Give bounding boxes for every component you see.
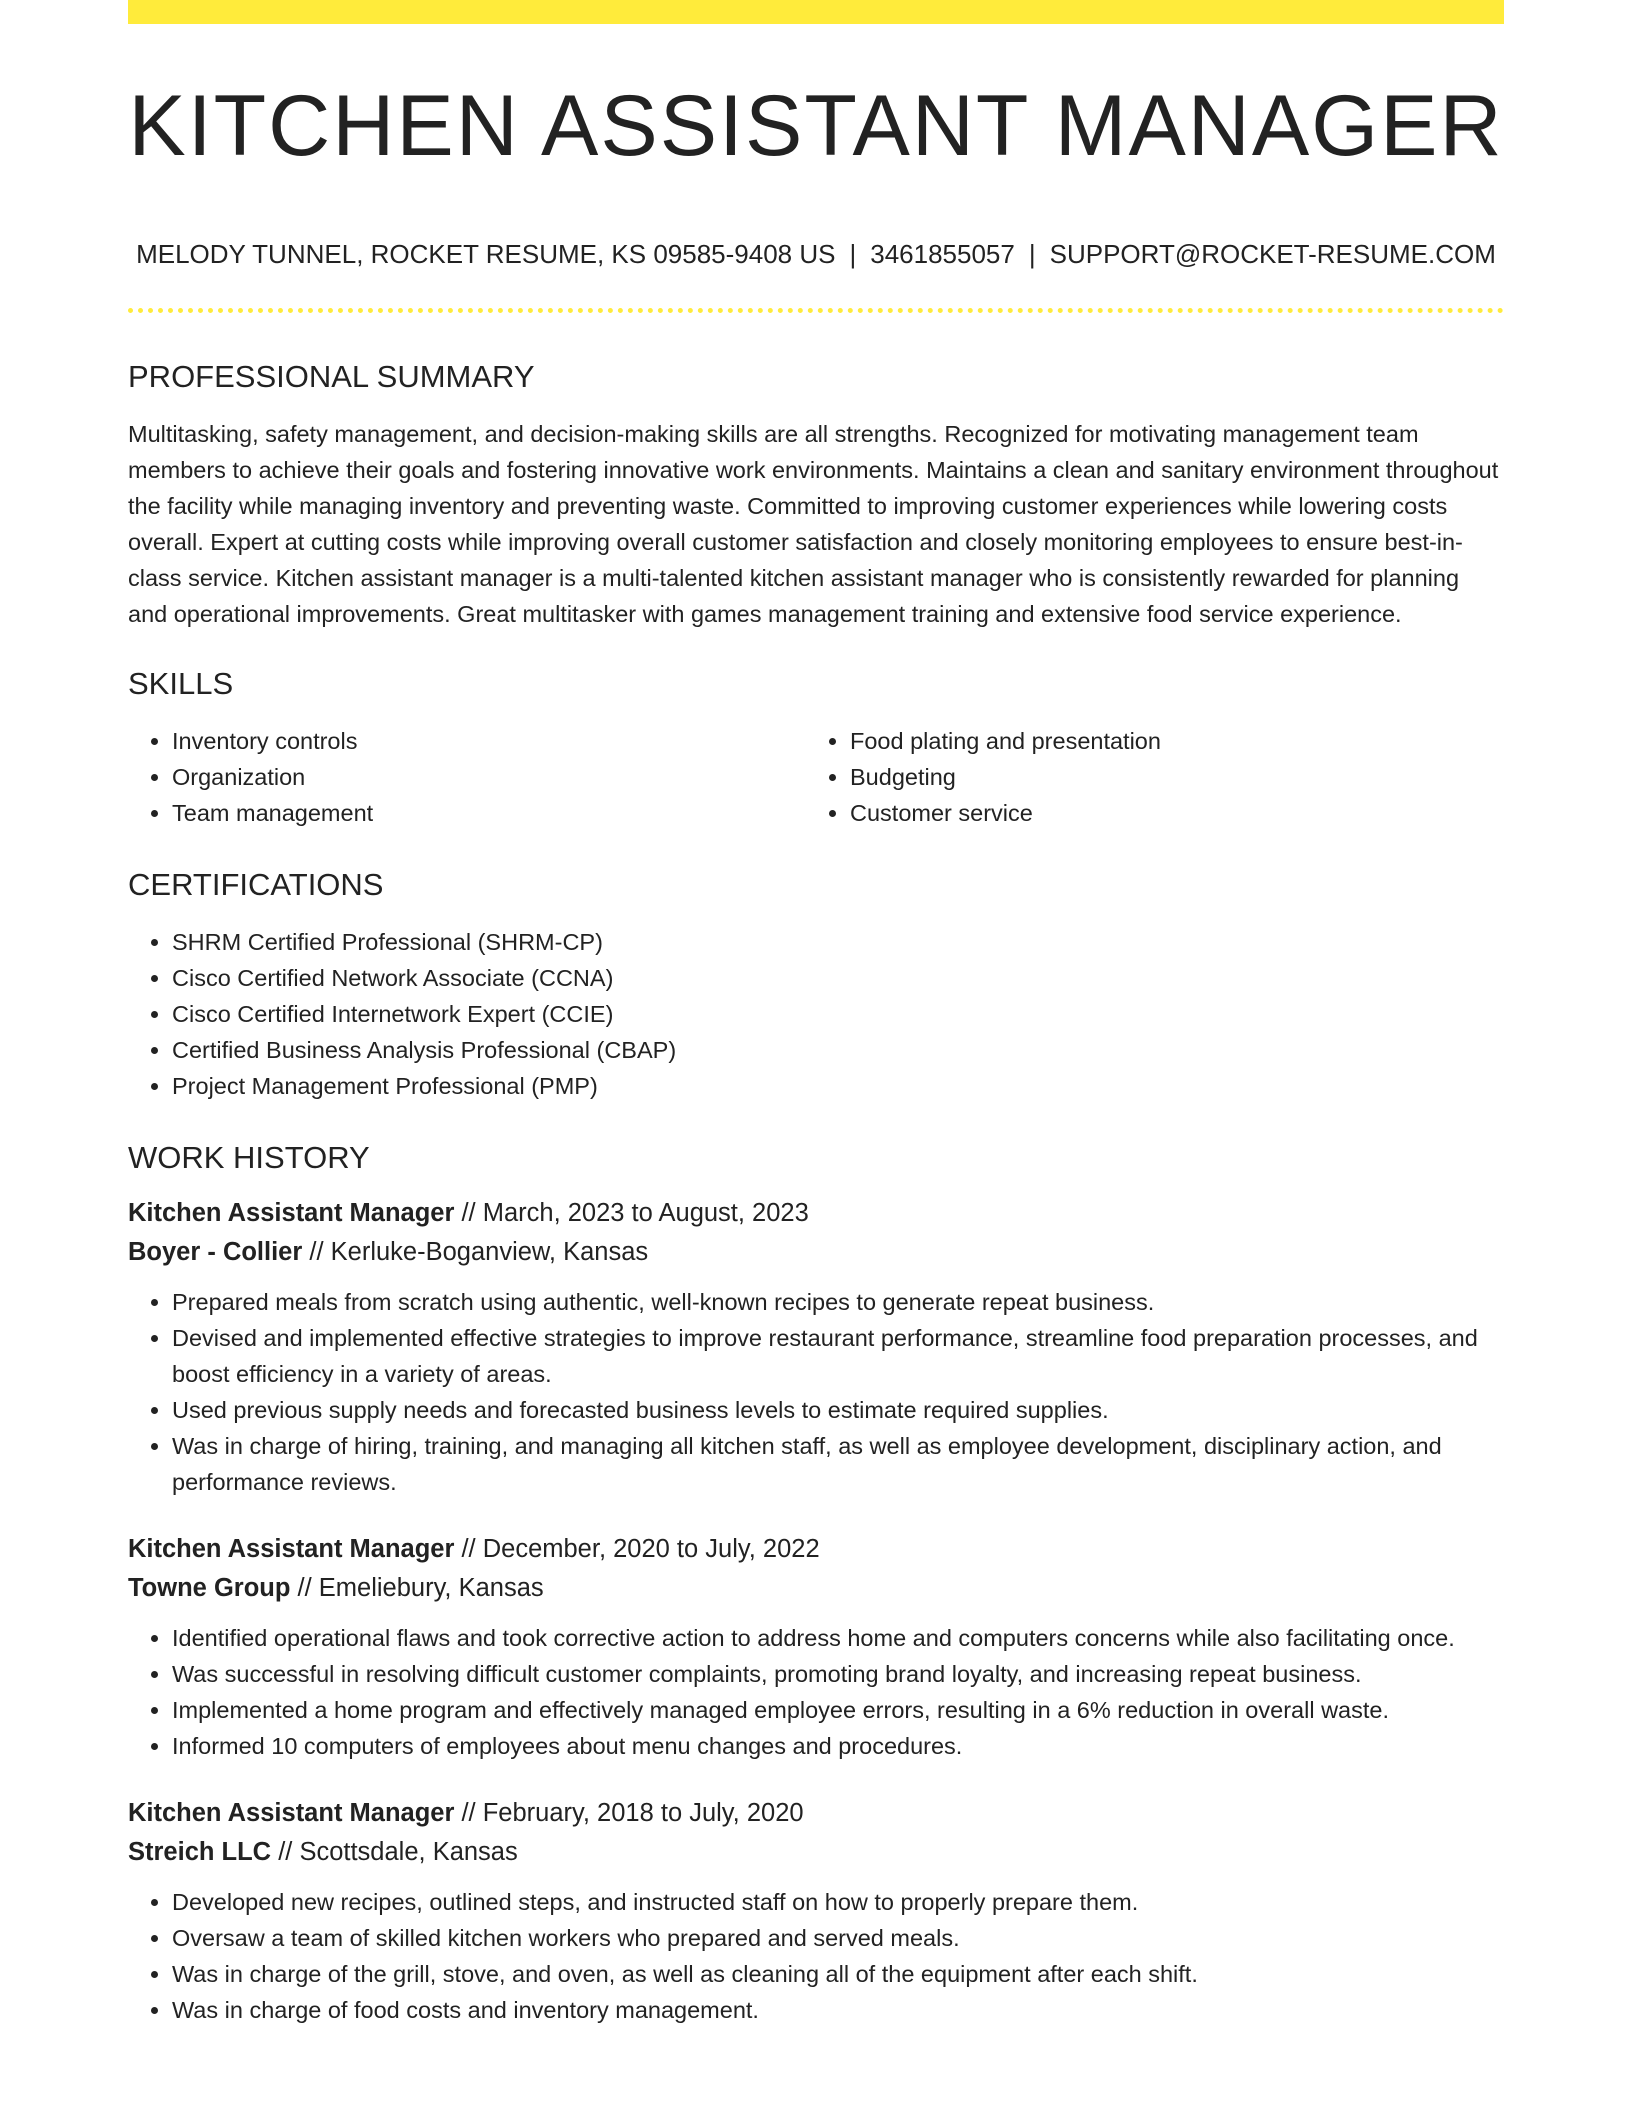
certification-item: • SHRM Certified Professional (SHRM-CP)	[172, 924, 1504, 960]
job-location: // Emeliebury, Kansas	[290, 1574, 544, 1602]
contact-email: SUPPORT@ROCKET-RESUME.COM	[1049, 239, 1496, 269]
job-dates: // February, 2018 to July, 2020	[454, 1799, 804, 1827]
job-bullet: • Was successful in resolving difficult customer complaints, promoting brand loyalty, and increasing repeat business.	[172, 1656, 1504, 1692]
contact-line	[128, 241, 1504, 267]
job-bullet: • Implemented a home program and effectively managed employee errors, resulting in a 6% reduction in overall waste.	[172, 1692, 1504, 1728]
job-dates: // March, 2023 to August, 2023	[454, 1199, 809, 1227]
job-dates: // December, 2020 to July, 2022	[454, 1535, 820, 1563]
job-role: Kitchen Assistant Manager	[128, 1535, 455, 1563]
job-location: // Kerluke-Boganview, Kansas	[302, 1238, 649, 1266]
skill-item: • Organization	[172, 759, 806, 795]
job-bullet: • Was in charge of the grill, stove, and oven, as well as cleaning all of the equipment after each shift.	[172, 1956, 1504, 1992]
job-bullet: • Devised and implemented effective strategies to improve restaurant performance, streamline food preparation processes, and boost efficiency in a variety of areas.	[172, 1320, 1504, 1392]
skills-list-right	[806, 723, 1484, 831]
top-accent-bar	[128, 0, 1504, 24]
skills-column-left	[128, 723, 806, 831]
skill-item: • Team management	[172, 795, 806, 831]
contact-address: MELODY TUNNEL, ROCKET RESUME, KS 09585-9408 US	[136, 239, 836, 269]
job-bullet: • Informed 10 computers of employees about menu changes and procedures.	[172, 1728, 1504, 1764]
skill-item: • Budgeting	[850, 759, 1484, 795]
job-bullets	[128, 1284, 1504, 1500]
job-bullet: • Oversaw a team of skilled kitchen workers who prepared and served meals.	[172, 1920, 1504, 1956]
job-bullet: • Identified operational flaws and took corrective action to address home and computers concerns while also facilitating once.	[172, 1620, 1504, 1656]
job-bullet: • Developed new recipes, outlined steps, and instructed staff on how to properly prepare them.	[172, 1884, 1504, 1920]
certifications-list	[128, 924, 1504, 1104]
summary-text: Multitasking, safety management, and decision-making skills are all strengths. Recognized for motivating management team members to achieve their goals and fostering innovative work environments. Maintains a clean and sanitary environment throughout the facility while managing inventory and preventing waste. Committed to improving customer experiences while lowering costs overall. Expert at cutting costs while improving overall customer satisfaction and closely monitoring employees to ensure best-in-class service. Kitchen assistant manager is a multi-talented kitchen assistant manager who is consistently rewarded for planning and operational improvements. Great multitasker with games management training and extensive food service experience.	[128, 421, 1499, 627]
skill-item: • Food plating and presentation	[850, 723, 1484, 759]
job-bullets	[128, 1620, 1504, 1764]
job-bullet: • Was in charge of hiring, training, and managing all kitchen staff, as well as employee development, disciplinary action, and performance reviews.	[172, 1428, 1504, 1500]
job-bullet: • Prepared meals from scratch using authentic, well-known recipes to generate repeat business.	[172, 1284, 1504, 1320]
contact-separator: |	[849, 239, 857, 269]
job-role: Kitchen Assistant Manager	[128, 1199, 455, 1227]
job-role: Kitchen Assistant Manager	[128, 1799, 455, 1827]
certification-item: • Cisco Certified Network Associate (CCNA)	[172, 960, 1504, 996]
job-company: Streich LLC	[128, 1838, 272, 1866]
certification-item: • Cisco Certified Internetwork Expert (CCIE)	[172, 996, 1504, 1032]
skill-item: • Inventory controls	[172, 723, 806, 759]
certification-item: • Project Management Professional (PMP)	[172, 1068, 1504, 1104]
job-location: // Scottsdale, Kansas	[271, 1838, 518, 1866]
job-title-line	[128, 1530, 1504, 1569]
job-bullets	[128, 1884, 1504, 2028]
job-title-line	[128, 1794, 1504, 1833]
job-bullet: • Used previous supply needs and forecasted business levels to estimate required supplies.	[172, 1392, 1504, 1428]
job-title-line	[128, 1194, 1504, 1233]
work-history-heading: WORK HISTORY	[128, 1140, 370, 1175]
job-company-line	[128, 1569, 1504, 1608]
skill-item: • Customer service	[850, 795, 1484, 831]
certification-item: • Certified Business Analysis Professional (CBAP)	[172, 1032, 1504, 1068]
job-company: Boyer - Collier	[128, 1238, 303, 1266]
certifications-heading: CERTIFICATIONS	[128, 867, 384, 902]
job-company-line	[128, 1233, 1504, 1272]
contact-separator: |	[1028, 239, 1036, 269]
skills-heading: SKILLS	[128, 666, 234, 701]
job-company: Towne Group	[128, 1574, 291, 1602]
skills-column-right	[806, 723, 1484, 831]
contact-phone: 3461855057	[870, 239, 1015, 269]
resume-title: KITCHEN ASSISTANT MANAGER	[128, 78, 1504, 174]
job-company-line	[128, 1833, 1504, 1872]
resume-page	[128, 0, 1504, 2028]
skills-grid	[128, 723, 1504, 831]
skills-list-left	[128, 723, 806, 831]
summary-heading: PROFESSIONAL SUMMARY	[128, 359, 535, 394]
job-bullet: • Was in charge of food costs and inventory management.	[172, 1992, 1504, 2028]
header-divider	[128, 308, 1504, 313]
